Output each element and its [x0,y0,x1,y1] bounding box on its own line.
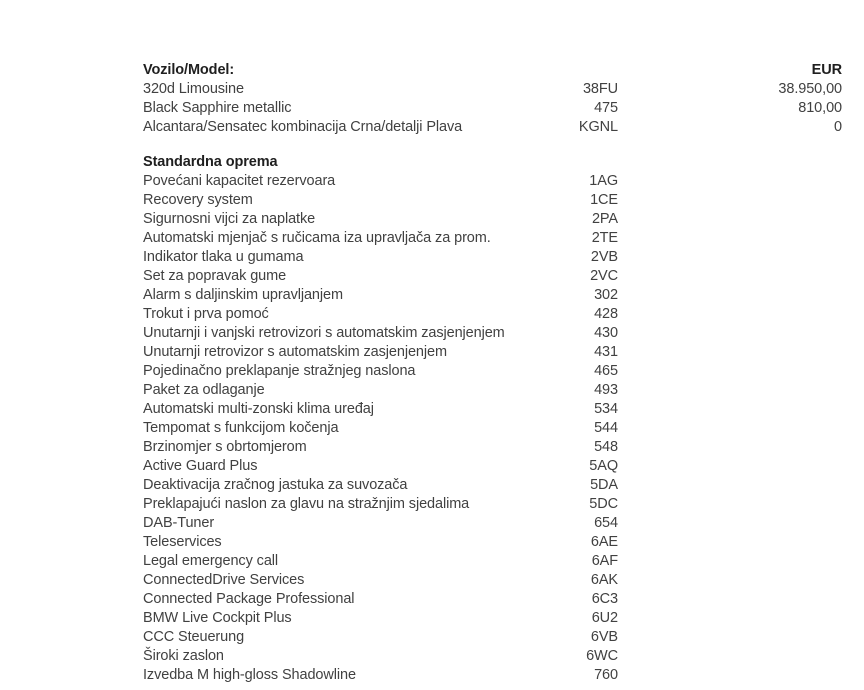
item-name: Alarm s daljinskim upravljanjem [143,287,343,303]
item-code: 2VC [590,268,618,284]
item-name: Tempomat s funkcijom kočenja [143,420,339,436]
item-price: 38.950,00 [778,81,842,97]
item-price [618,324,842,343]
document-header-row [143,61,842,80]
item-price [618,362,842,381]
item-code: 493 [594,382,618,398]
item-price: 0 [834,119,842,135]
item-price [618,229,842,248]
item-price [618,533,842,552]
vehicle-model-heading: Vozilo/Model: [143,62,235,78]
item-name: Unutarnji retrovizor s automatskim zasjenjenjem [143,344,447,360]
item-name: DAB-Tuner [143,515,215,531]
item-code: 1CE [590,192,618,208]
equipment-row [143,305,842,324]
item-price [618,343,842,362]
item-price [618,457,842,476]
item-price [618,609,842,628]
item-name: 320d Limousine [143,81,244,97]
equipment-row [143,229,842,248]
equipment-row [143,438,842,457]
item-code: 302 [594,287,618,303]
equipment-row [143,267,842,286]
item-price [618,628,842,647]
vehicle-row [143,80,842,99]
item-price [618,191,842,210]
item-code: 760 [594,667,618,683]
item-price: 810,00 [798,100,842,116]
item-price [618,210,842,229]
vehicle-row [143,99,842,118]
item-price [618,267,842,286]
item-price [618,248,842,267]
equipment-row [143,400,842,419]
equipment-row [143,571,842,590]
item-name: Trokut i prva pomoć [143,306,269,322]
item-name: Legal emergency call [143,553,279,569]
item-code: 2VB [590,249,618,265]
equipment-row [143,457,842,476]
equipment-row [143,286,842,305]
item-code: 430 [594,325,618,341]
item-code: KGNL [578,119,618,135]
item-name: Alcantara/Sensatec kombinacija Crna/detalji Plava [143,119,463,135]
item-name: Brzinomjer s obrtomjerom [143,439,307,455]
item-name: Deaktivacija zračnog jastuka za suvozača [143,477,408,493]
item-name: BMW Live Cockpit Plus [143,610,292,626]
vehicle-row [143,118,842,137]
item-price [618,666,842,685]
item-code: 6AE [590,534,618,550]
item-price [618,400,842,419]
item-name: Široki zaslon [143,648,224,664]
item-code: 38FU [582,81,618,97]
item-name: Teleservices [143,534,222,550]
item-price [618,495,842,514]
equipment-row [143,495,842,514]
item-price [618,571,842,590]
item-price [618,419,842,438]
equipment-row [143,552,842,571]
equipment-row [143,609,842,628]
item-code: 6C3 [591,591,618,607]
item-code: 5DC [589,496,618,512]
item-code: 6U2 [591,610,618,626]
item-code: 6VB [590,629,618,645]
item-name: Connected Package Professional [143,591,355,607]
equipment-row [143,362,842,381]
item-name: Set za popravak gume [143,268,287,284]
equipment-row [143,248,842,267]
equipment-row [143,343,842,362]
item-price [618,305,842,324]
item-price [618,514,842,533]
equipment-row [143,647,842,666]
item-name: ConnectedDrive Services [143,572,305,588]
item-code: 5AQ [589,458,618,474]
item-code: 6WC [586,648,618,664]
item-name: Recovery system [143,192,253,208]
item-code: 2TE [591,230,618,246]
item-price [618,172,842,191]
item-name: Automatski multi-zonski klima uređaj [143,401,374,417]
equipment-row [143,324,842,343]
item-name: Preklapajući naslon za glavu na stražnjim sjedalima [143,496,470,512]
item-name: Pojedinačno preklapanje stražnjeg naslona [143,363,416,379]
equipment-row [143,172,842,191]
equipment-row [143,191,842,210]
item-name: Indikator tlaka u gumama [143,249,304,265]
item-code: 475 [594,100,618,116]
item-code: 2PA [591,211,618,227]
equipment-row [143,590,842,609]
equipment-rows [143,172,842,685]
item-price [618,438,842,457]
vehicle-spec-document [143,61,842,685]
equipment-row [143,381,842,400]
code-column-spacer [518,61,618,80]
item-code: 5DA [590,477,618,493]
item-name: Automatski mjenjač s ručicama iza upravljača za prom. [143,230,491,246]
equipment-row [143,514,842,533]
equipment-row [143,628,842,647]
item-price [618,476,842,495]
equipment-row [143,419,842,438]
item-price [618,286,842,305]
item-name: Izvedba M high-gloss Shadowline [143,667,356,683]
equipment-row [143,210,842,229]
item-name: CCC Steuerung [143,629,245,645]
item-name: Sigurnosni vijci za naplatke [143,211,316,227]
item-code: 534 [594,401,618,417]
vehicle-rows [143,80,842,137]
item-name: Povećani kapacitet rezervoara [143,173,336,189]
item-code: 544 [594,420,618,436]
item-price [618,552,842,571]
equipment-row [143,476,842,495]
item-code: 428 [594,306,618,322]
equipment-row [143,533,842,552]
item-code: 6AK [590,572,618,588]
equipment-row [143,666,842,685]
item-code: 465 [594,363,618,379]
item-code: 431 [594,344,618,360]
item-name: Black Sapphire metallic [143,100,292,116]
item-code: 654 [594,515,618,531]
item-price [618,647,842,666]
item-code: 6AF [591,553,618,569]
item-code: 548 [594,439,618,455]
item-price [618,381,842,400]
standard-equipment-heading: Standardna oprema [143,154,278,170]
item-price [618,590,842,609]
item-code: 1AG [589,173,618,189]
currency-column-heading: EUR [811,62,842,78]
item-name: Unutarnji i vanjski retrovizori s automatskim zasjenjenjem [143,325,505,341]
item-name: Paket za odlaganje [143,382,265,398]
item-name: Active Guard Plus [143,458,258,474]
